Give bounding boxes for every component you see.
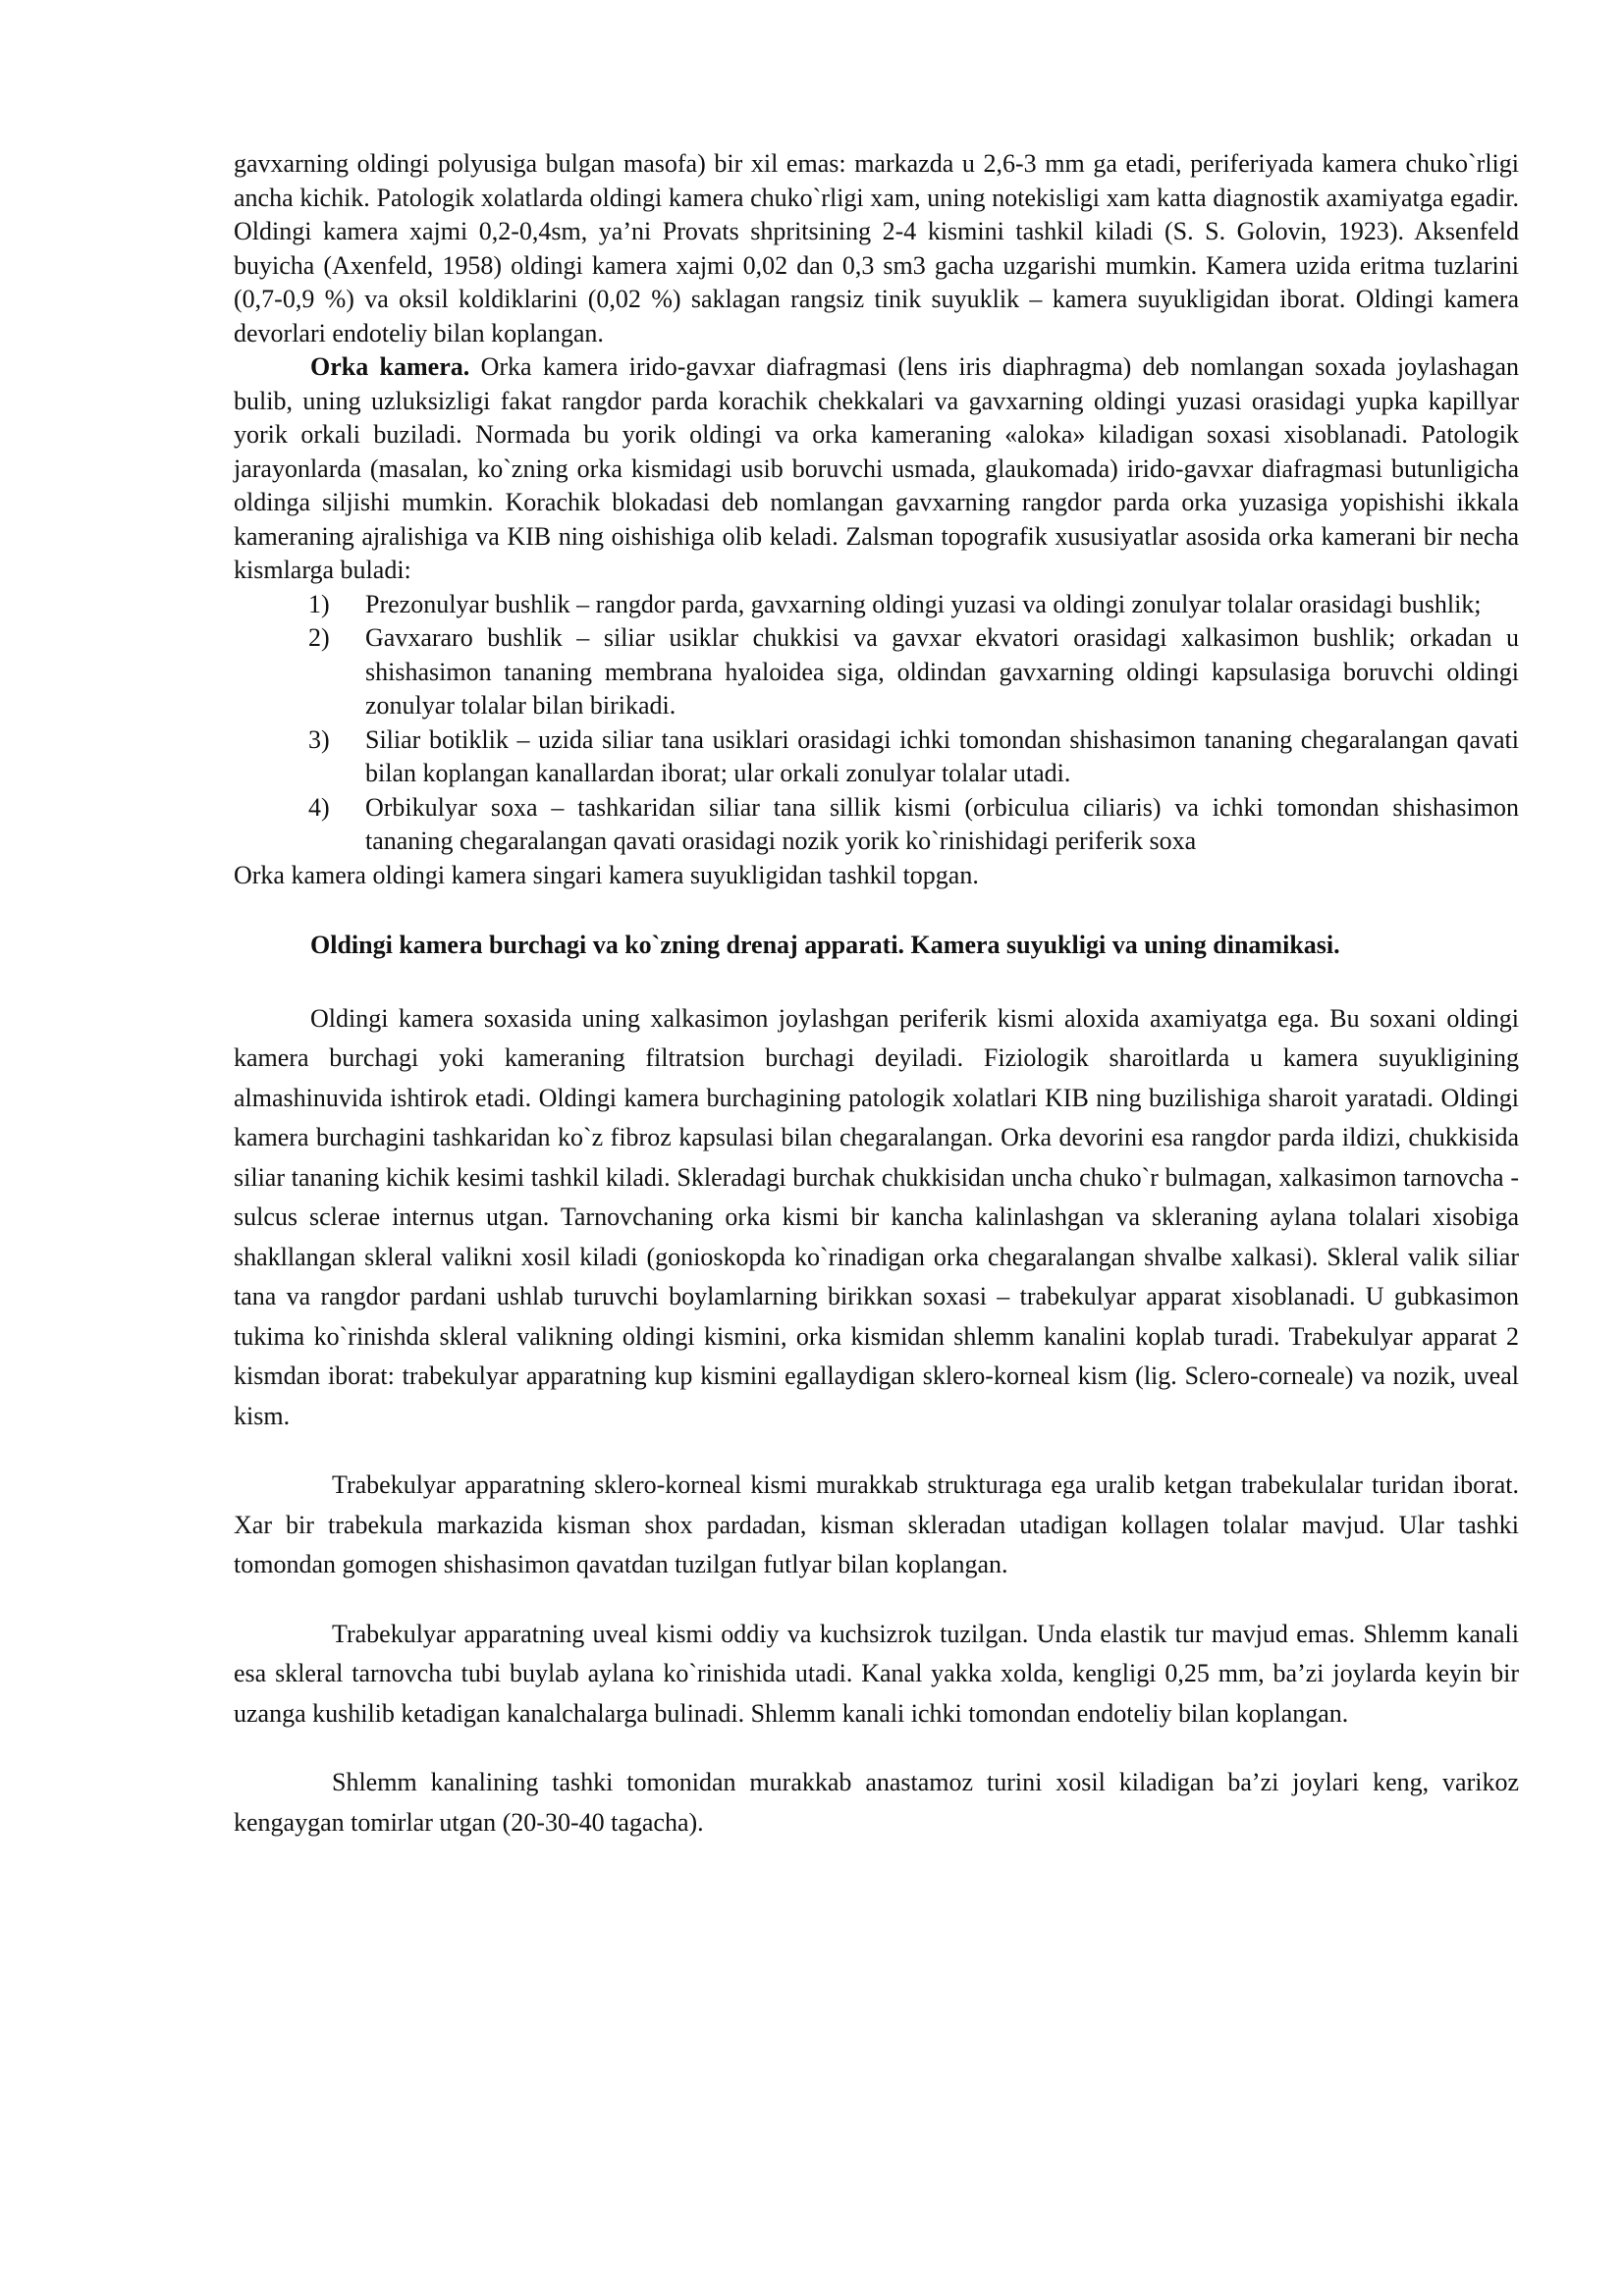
document-page [234,147,1519,1842]
paragraph-schlemm: Shlemm kanalining tashki tomonidan murakkab anastamoz turini xosil kiladigan ba’zi joylari keng, varikoz kengaygan tomirlar utgan (20-30-40 tagacha). [234,1768,1519,1837]
list-text: Prezonulyar bushlik – rangdor parda, gavxarning oldingi yuzasi va oldingi zonulyar tolalar orasidagi bushlik; [365,589,1482,618]
list-text: Siliar botiklik – uzida siliar tana usiklari orasidagi ichki tomondan shishasimon tananing chegaralangan qavati bilan koplangan kanallardan iborat; ular orkali zonulyar tolalar utadi. [365,724,1519,787]
posterior-chamber-title: Orka kamera. [310,352,470,381]
list-number: 2) [308,623,330,652]
paragraph-anterior-chamber: gavxarning oldingi polyusiga bulgan masofa) bir xil emas: markazda u 2,6-3 mm ga etadi, periferiyada kamera chuko`rligi ancha kichik. Patologik xolatlarda oldingi kamera chuko`rligi xam, uning notekisligi xam katta diagnostik axamiyatga egadir. Oldingi kamera xajmi 0,2-0,4sm, ya’ni Provats shpritsining 2-4 kismini tashkil kiladi (S. S. Golovin, 1923). Aksenfeld buyicha (Axenfeld, 1958) oldingi kamera xajmi 0,02 dan 0,3 sm3 gacha uzgarishi mumkin. Kamera uzida eritma tuzlarini (0,7-0,9 %) va oksil koldiklarini (0,02 %) saklagan rangsiz tinik suyuklik – kamera suyukligidan iborat. Oldingi kamera devorlari endoteliy bilan koplangan. [234,149,1519,347]
paragraph-posterior-summary: Orka kamera oldingi kamera singari kamera suyukligidan tashkil topgan. [234,860,979,889]
section-heading: Oldingi kamera burchagi va ko`zning drenaj apparati. Kamera suyukligi va uning dinamikasi. [310,931,1340,959]
list-text: Orbikulyar soxa – tashkaridan siliar tana sillik kismi (orbiculua ciliaris) va ichki tomondan shishasimon tananing chegaralangan qavati orasidagi nozik yorik ko`rinishidagi periferik soxa [365,792,1519,855]
paragraph-sclerocorneal: Trabekulyar apparatning sklero-korneal kismi murakkab strukturaga ega uralib ketgan trabekulalar turidan iborat. Xar bir trabekula markazida kisman shox pardadan, kisman skleradan utadigan kollagen tolalar mavjud. Ular tashki tomondan gomogen shishasimon qavatdan tuzilgan futlyar bilan koplangan. [234,1470,1519,1578]
list-item [234,791,1519,859]
paragraph-chamber-angle: Oldingi kamera soxasida uning xalkasimon joylashgan periferik kismi aloxida axamiyatga ega. Bu soxani oldingi kamera burchagi yoki kameraning filtratsion burchagi deyiladi. Fiziologik sharoitlarda u kamera suyukligining almashinuvida ishtirok etadi. Oldingi kamera burchagining patologik xolatlari KIB ning buzilishiga sharoit yaratadi. Oldingi kamera burchagini tashkaridan ko`z fibroz kapsulasi bilan chegaralangan. Orka devorini esa rangdor parda ildizi, chukkisida siliar tananing kichik kesimi tashkil kiladi. Skleradagi burchak chukkisidan uncha chuko`r bulmagan, xalkasimon tarnovcha - sulcus sclerae internus utgan. Tarnovchaning orka kismi bir kancha kalinlashgan va skleraning aylana tolalari xisobiga shakllangan skleral valikni xosil kiladi (gonioskopda ko`rinadigan orka chegaralangan shvalbe xalkasi). Skleral valik siliar tana va rangdor pardani ushlab turuvchi boylamlarning birikkan soxasi – trabekulyar apparat xisoblanadi. U gubkasimon tukima ko`rinishda skleral valikning oldingi kismini, orka kismidan shlemm kanalini koplab turadi. Trabekulyar apparat 2 kismdan iborat: trabekulyar apparatning kup kismini egallaydigan sklero-korneal kism (lig. Sclero-corneale) va nozik, uveal kism. [234,1003,1519,1430]
list-item [234,723,1519,791]
list-number: 1) [308,589,330,618]
list-item [234,621,1519,723]
paragraph-uveal: Trabekulyar apparatning uveal kismi oddiy va kuchsizrok tuzilgan. Unda elastik tur mavjud emas. Shlemm kanali esa skleral tarnovcha tubi buylab aylana ko`rinishida utadi. Kanal yakka xolda, kengligi 0,25 mm, ba’zi joylarda keyin bir uzanga kushilib ketadigan kanalchalarga bulinadi. Shlemm kanali ichki tomondan endoteliy bilan koplangan. [234,1619,1519,1728]
paragraph-posterior-chamber [234,350,1519,588]
list-number: 3) [308,724,330,754]
list-number: 4) [308,792,330,822]
list-item [234,588,1519,622]
posterior-chamber-parts-list [234,588,1519,859]
posterior-chamber-text: Orka kamera irido-gavxar diafragmasi (lens iris diaphragma) deb nomlangan soxada joylashagan bulib, uning uzluksizligi fakat rangdor parda korachik chekkalari va gavxarning oldingi yuzasi orasidagi yupka kapillyar yorik orkali buziladi. Normada bu yorik oldingi va orka kameraning «aloka» kiladigan soxasi xisoblanadi. Patologik jarayonlarda (masalan, ko`zning orka kismidagi usib boruvchi usmada, glaukomada) irido-gavxar diafragmasi butunligicha oldinga siljishi mumkin. Korachik blokadasi deb nomlangan gavxarning rangdor parda orka yuzasiga yopishishi ikkala kameraning ajralishiga va KIB ning oishishiga olib keladi. Zalsman topografik xususiyatlar asosida orka kamerani bir necha kismlarga buladi: [234,352,1520,584]
list-text: Gavxararo bushlik – siliar usiklar chukkisi va gavxar ekvatori orasidagi xalkasimon bushlik; orkadan u shishasimon tananing membrana hyaloidea siga, oldindan gavxarning oldingi kapsulasiga boruvchi oldingi zonulyar tolalar bilan birikadi. [365,623,1519,720]
